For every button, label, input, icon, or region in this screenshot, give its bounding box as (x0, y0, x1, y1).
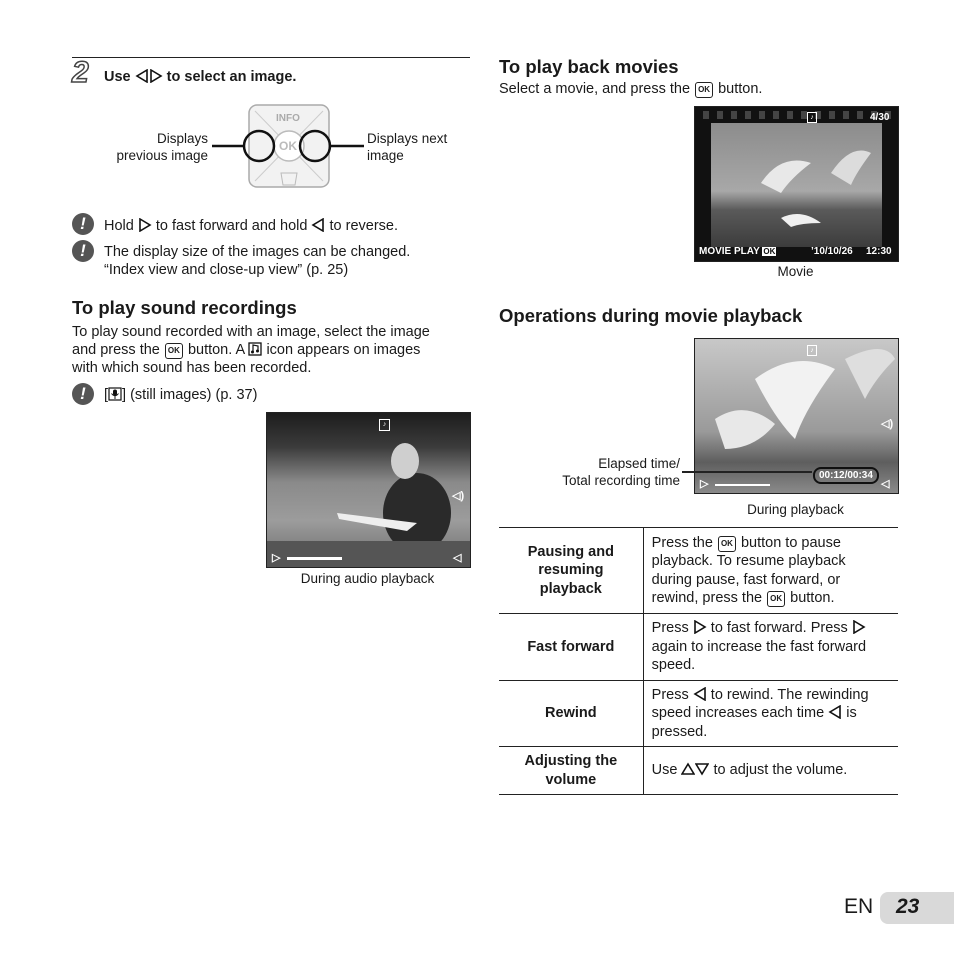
table-row (499, 614, 898, 681)
note-display-size: The display size of the images can be changed. “Index view and close-up view” (p. 25) (104, 244, 411, 278)
table-row (499, 681, 898, 747)
audio-playback-scene (267, 413, 470, 567)
ok-button-icon: OK (718, 536, 736, 552)
audio-playback-caption: During audio playback (300, 571, 435, 586)
left-arrow-icon (828, 705, 842, 719)
play-icon: ▷ (272, 552, 281, 564)
sound-indicator-icon: ♪ (807, 112, 817, 123)
ok-button-icon: OK (165, 343, 183, 359)
elapsed-time-leader-line (682, 471, 812, 473)
volume-mute-icon: ◁ (881, 478, 890, 490)
audio-progress-bar (287, 557, 342, 560)
ok-button-icon: OK (695, 82, 713, 98)
left-arrow-icon (311, 218, 325, 232)
dpad-left-caption: Displays previous image (116, 131, 208, 163)
ok-button-icon: OK (767, 591, 785, 607)
dpad-ok-label: OK (279, 139, 297, 153)
note-voice-record: [ ] (still images) (p. 37) (104, 387, 258, 403)
note-icon: ! (72, 383, 94, 405)
right-arrow-icon (693, 620, 707, 634)
language-label: EN (844, 895, 874, 918)
movie-birds-scene (711, 123, 882, 247)
dpad-right-caption: Displays next image (367, 131, 448, 163)
right-arrow-icon (852, 620, 866, 634)
movie-time: 12:30 (866, 246, 892, 257)
microphone-icon (108, 387, 122, 401)
table-row (499, 528, 898, 614)
movie-progress-bar (715, 484, 770, 486)
operation-description: Use to adjust the volume. (643, 747, 898, 795)
movie-thumbnail-image (694, 106, 899, 262)
movie-count: 4/30 (870, 112, 890, 123)
film-strip-top (695, 111, 898, 119)
section-top-rule (72, 57, 470, 58)
volume-mute-icon: ◁ (453, 552, 462, 564)
operation-name: Pausing and resuming playback (499, 528, 643, 614)
audio-playback-image (266, 412, 471, 568)
movies-heading: To play back movies (499, 56, 679, 77)
operation-description: Press to fast forward. Press again to increase the fast forward speed. (643, 614, 898, 681)
page-number: 23 (896, 895, 920, 918)
play-icon: ▷ (700, 478, 709, 490)
movie-caption: Movie (777, 264, 814, 279)
right-arrow-icon (138, 218, 152, 232)
operations-heading: Operations during movie playback (499, 305, 803, 326)
operations-table (499, 527, 898, 795)
down-arrow-icon (695, 762, 709, 776)
sound-indicator-icon: ♪ (807, 345, 817, 356)
note-fast-forward: Hold to fast forward and hold to reverse. (104, 218, 398, 234)
movies-instruction: Select a movie, and press the OK button. (499, 81, 763, 97)
operation-name: Adjusting the volume (499, 747, 643, 795)
ok-button-icon: OK (763, 247, 776, 256)
sound-indicator-icon: ♪ (379, 419, 390, 431)
operation-description: Press to rewind. The rewinding speed increases each time is pressed. (643, 681, 898, 747)
elapsed-time-label: Elapsed time/ Total recording time (562, 456, 680, 488)
elapsed-time-readout: 00:12/00:34 (813, 467, 879, 484)
operation-name: Rewind (499, 681, 643, 747)
left-arrow-icon (135, 69, 149, 83)
step-instruction: Use to select an image. (104, 69, 297, 85)
right-arrow-icon (149, 69, 163, 83)
volume-icon: ◁) (452, 490, 465, 502)
operation-description: Press the OK button to pause playback. To resume playback during pause, fast forward, or rewind, press the OK button. (643, 528, 898, 614)
playback-caption: During playback (747, 502, 844, 517)
note-icon: ! (72, 240, 94, 262)
dpad-info-label: INFO (276, 113, 300, 124)
left-arrow-icon (693, 687, 707, 701)
movie-mode-label: MOVIE PLAY OK (699, 246, 776, 257)
table-row (499, 747, 898, 795)
sound-icon (248, 342, 262, 356)
step-number: 2 (72, 56, 89, 89)
up-arrow-icon (681, 762, 695, 776)
sound-heading: To play sound recordings (72, 297, 297, 318)
operation-name: Fast forward (499, 614, 643, 681)
movie-date: ’10/10/26 (811, 246, 853, 257)
volume-icon: ◁) (881, 418, 894, 430)
note-icon: ! (72, 213, 94, 235)
sound-paragraph: To play sound recorded with an image, select the image and press the OK button. A icon appears on images with which sound has been recorded. (72, 324, 430, 376)
